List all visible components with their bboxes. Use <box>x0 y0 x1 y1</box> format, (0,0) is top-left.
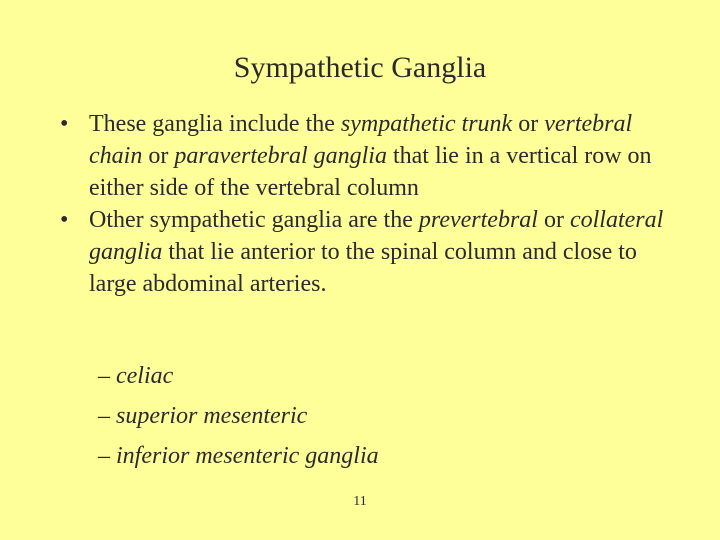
sub-bullet-item: – superior mesenteric <box>98 403 308 429</box>
bullet-text: These ganglia include the sympathetic trunk or vertebral chain or paravertebral ganglia that lie in a vertical row on either side of the vertebral column <box>89 111 652 201</box>
page-number: 11 <box>353 494 367 509</box>
bullet-marker: • <box>60 207 69 233</box>
term-collateral-ganglia: collateral ganglia <box>89 207 664 265</box>
slide-title: Sympathetic Ganglia <box>233 51 487 84</box>
bullet-item <box>60 108 680 204</box>
bullet-item <box>60 204 680 300</box>
term-paravertebral-ganglia: paravertebral ganglia <box>174 143 387 169</box>
sub-bullet-item: – celiac <box>98 363 174 389</box>
term-prevertebral: prevertebral <box>418 207 538 233</box>
sub-bullet-item: – inferior mesenteric ganglia <box>98 443 379 469</box>
bullet-list <box>60 108 680 300</box>
sub-bullet-list <box>98 356 598 476</box>
bullet-marker: • <box>60 111 69 137</box>
bullet-text: Other sympathetic ganglia are the prevertebral or collateral ganglia that lie anterior to the spinal column and close to large abdominal arteries. <box>89 207 664 297</box>
term-sympathetic-trunk: sympathetic trunk <box>340 111 513 137</box>
term-vertebral-chain: vertebral chain <box>89 111 633 169</box>
